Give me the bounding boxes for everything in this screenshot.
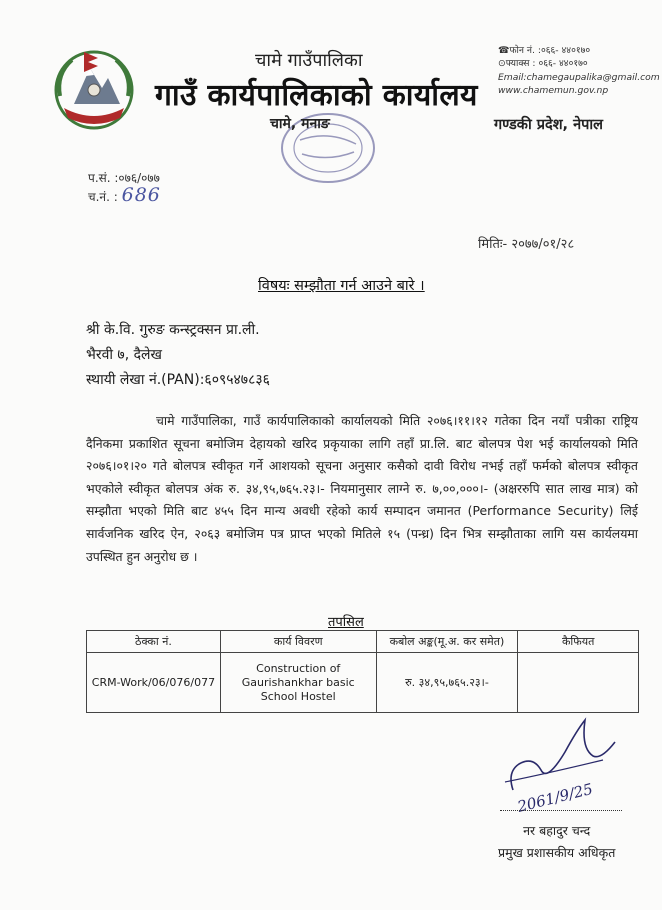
cn-handwritten-value: 686 <box>121 184 161 206</box>
table-header-row <box>87 631 639 653</box>
column-header: कार्य विवरण <box>220 631 376 653</box>
cn-number <box>88 184 161 206</box>
column-header: कैफियत <box>518 631 639 653</box>
phone-number: ☎फोन नं. :०६६- ४४०१७० <box>498 45 591 56</box>
ps-number: प.सं. :०७६/०७७ <box>88 171 160 185</box>
letter-subject: विषयः सम्झौता गर्न आउने बारे । <box>258 278 425 294</box>
letter-body: चामे गाउँपालिका, गाउँ कार्यपालिकाको कार्यालयको मिति २०७६।११।१२ गतेका दिन नयाँ पत्रीका राष्ट्रिय दैनिकमा प्रकाशित सूचना बमोजिम देहायको खरिद प्रकृयाका लागि तहाँ प्रा.लि. बाट बोलपत्र पेश भई कार्यालयको मिति २०७६।०१।२० गते बोलपत्र स्वीकृत गर्ने आशयको सूचना अनुसार कसैको दावी विरोध नभई तहाँ फर्मको बोलपत्र स्वीकृत भएकोले स्वीकृत बोलपत्र अंक रु. ३४,९५,७६५.२३।- नियमानुसार लाग्ने रु. ७,००,०००।- (अक्षररुपि सात लाख मात्र) को सम्झौता भएको मिति बाट ४५५ दिन मान्य अवधी रहेको कार्य सम्पादन जमानत (Performance Security) लिई सार्वजनिक खरिद ऐन, २०६३ बमोजिम पत्र प्राप्त भएको मितिले १५ (पन्ध्र) दिन भित्र सम्झौताका लागि यस कार्यलयमा उपस्थित हुन अनुरोध छ । <box>86 413 638 564</box>
contact-block <box>498 44 660 97</box>
schedule-title: तपसिल <box>328 615 364 630</box>
signer-title: प्रमुख प्रशासकीय अधिकृत <box>498 845 616 860</box>
table-row <box>87 653 639 713</box>
cn-label: च.नं. : <box>88 190 118 204</box>
work-description-cell: Construction of Gaurishankhar basic School Hostel <box>220 653 376 713</box>
office-place: चामे, मनाङ <box>270 116 330 132</box>
svg-text:2061/9/25: 2061/9/25 <box>515 779 595 816</box>
fax-number: ⊙फ्याक्स : ०६६- ४४०१७० <box>498 58 588 70</box>
municipality-name: चामे गाउँपालिका <box>255 50 363 71</box>
column-header: ठेक्का नं. <box>87 631 221 653</box>
province-name: गण्डकी प्रदेश, नेपाल <box>494 117 603 133</box>
addressee-name: श्री के.वि. गुरुङ कन्स्ट्रक्सन प्रा.ली. <box>86 322 260 338</box>
signer-block <box>498 820 615 864</box>
bid-amount-cell: रु. ३४,९५,७६५.२३।- <box>376 653 518 713</box>
emblem-logo <box>50 44 138 132</box>
signer-name: नर बहादुर चन्द <box>523 823 591 838</box>
letter-date: मितिः- २०७७/०१/२८ <box>478 237 575 252</box>
schedule-table <box>86 630 639 713</box>
addressee-location: भैरवी ७, दैलेख <box>86 347 162 363</box>
addressee-pan: स्थायी लेखा नं.(PAN):६०९५४७८३६ <box>86 372 270 388</box>
reference-block <box>88 170 161 206</box>
column-header: कबोल अङ्क(मू.अ. कर समेत) <box>376 631 518 653</box>
handwritten-signature <box>485 712 635 822</box>
website-url: www.chamemun.gov.np <box>498 84 609 96</box>
signature-line <box>500 810 622 811</box>
contract-number-cell: CRM-Work/06/076/077 <box>87 653 221 713</box>
remarks-cell <box>518 653 639 713</box>
addressee-block <box>86 318 270 393</box>
email-address: Email:chamegaupalika@gmail.com <box>498 71 660 83</box>
office-title: गाउँ कार्यपालिकाको कार्यालय <box>155 78 478 113</box>
